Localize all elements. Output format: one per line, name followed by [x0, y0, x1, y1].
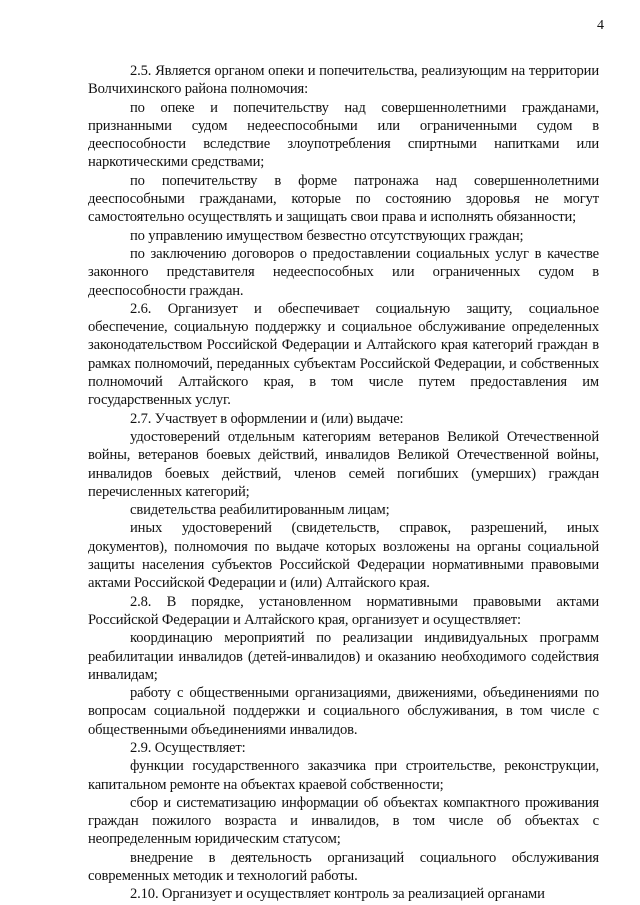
page-number: 4	[597, 18, 604, 33]
paragraph-2-8: 2.8. В порядке, установленном нормативными правовыми актами Российской Федерации и Алтайского края, организует и осуществляет:	[88, 593, 599, 628]
paragraph-information-collection: сбор и систематизацию информации об объектах компактного проживания граждан пожилого возраста и инвалидов, в том числе об объектах с неопределенным юридическим статусом;	[88, 794, 599, 848]
paragraph-2-7: 2.7. Участвует в оформлении и (или) выдаче:	[130, 410, 404, 427]
paragraph-state-customer: функции государственного заказчика при строительстве, реконструкции, капитальном ремонте на объектах краевой собственности;	[88, 758, 599, 793]
paragraph-patronage: по попечительству в форме патронажа над совершеннолетними дееспособными гражданами, которые по состоянию здоровья не могут самостоятельно осуществлять и защищать свои права и исполнять обязанности;	[88, 172, 599, 226]
paragraph-property-management: по управлению имуществом безвестно отсутствующих граждан;	[130, 227, 524, 244]
paragraph-2-5: 2.5. Является органом опеки и попечительства, реализующим на территории Волчихинского района полномочия:	[88, 63, 599, 98]
paragraph-rehabilitated-certificates: свидетельства реабилитированным лицам;	[130, 502, 390, 519]
paragraph-public-organizations: работу с общественными организациями, движениями, объединениями по вопросам социальной поддержки и социального обслуживания, в том числе с общественными объединениями инвалидов.	[88, 685, 599, 738]
paragraph-modern-methods: внедрение в деятельность организаций социального обслуживания современных методик и технологий работы.	[88, 849, 599, 885]
paragraph-2-6: 2.6. Организует и обеспечивает социальную защиту, социальное обеспечение, социальную поддержку и социальное обслуживание определенных законодательством Российской Федерации и Алтайского края категорий граждан в рамках полномочий, переданных субъектам Российской Федерации, и собственных полномочий Алтайского края, в том числе путем предоставления им государственных услуг.	[88, 300, 599, 409]
paragraph-2-9: 2.9. Осуществляет:	[130, 739, 246, 756]
paragraph-rehabilitation-coordination: координацию мероприятий по реализации индивидуальных программ реабилитации инвалидов (детей-инвалидов) и оказанию необходимого содействия инвалидам;	[88, 630, 599, 683]
paragraph-2-10: 2.10. Организует и осуществляет контроль за реализацией органами	[130, 886, 545, 903]
paragraph-service-contracts: по заключению договоров о предоставлении социальных услуг в качестве законного представителя недееспособных или ограниченных судом в дееспособности граждан.	[88, 245, 599, 299]
paragraph-other-certificates: иных удостоверений (свидетельств, справок, разрешений, иных документов), полномочия по выдаче которых возложены на органы социальной защиты населения субъектов Российской Федерации нормативными правовыми актами Российской Федерации и (или) Алтайского края.	[88, 520, 599, 592]
paragraph-guardianship-incapacitated: по опеке и попечительству над совершеннолетними гражданами, признанными судом недееспособными или ограниченными судом в дееспособности вследствие злоупотребления спиртными напитками или наркотическими средствами;	[88, 99, 599, 171]
document-body	[88, 62, 599, 904]
paragraph-veteran-certificates: удостоверений отдельным категориям ветеранов Великой Отечественной войны, ветеранов боевых действий, инвалидов Великой Отечественной войны, инвалидов боевых действий, членов семей погибших (умерших) граждан перечисленных категорий;	[88, 428, 599, 500]
